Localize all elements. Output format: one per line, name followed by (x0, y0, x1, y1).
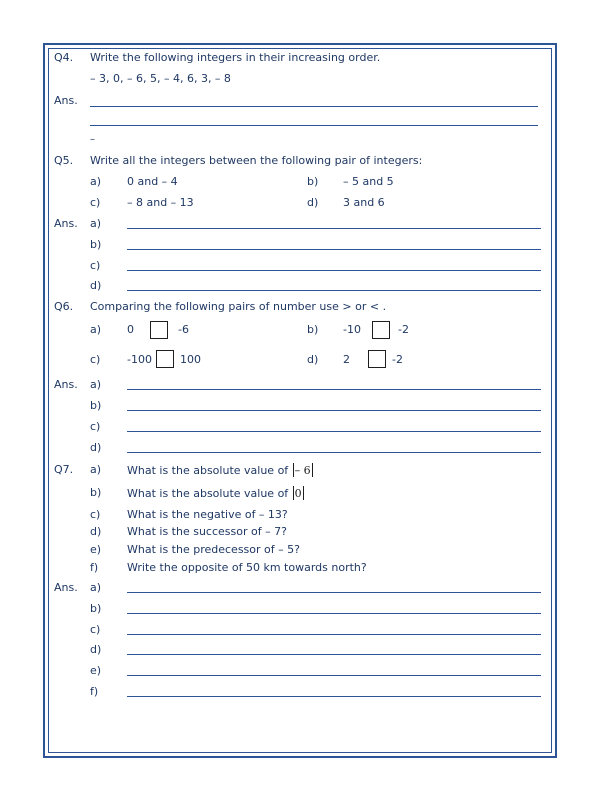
q5-part-c-text: – 8 and – 13 (127, 196, 194, 209)
q5-question: Write all the integers between the following pair of integers: (90, 154, 423, 167)
q7-answer-line-b[interactable] (127, 613, 541, 614)
q5-part-d-text: 3 and 6 (343, 196, 385, 209)
q5-part-d-label: d) (307, 196, 319, 209)
q5-ans-label: Ans. (54, 217, 78, 230)
q6-answer-line-b[interactable] (127, 410, 541, 411)
q7-answer-line-f[interactable] (127, 696, 541, 697)
q5-number: Q5. (54, 154, 74, 167)
q6-ans-label: Ans. (54, 378, 78, 391)
q7-answer-label-c: c) (90, 623, 101, 636)
q6-part-a-right: -6 (178, 323, 189, 336)
q5-answer-label-b: b) (90, 238, 102, 251)
q6-question: Comparing the following pairs of number use > or < . (90, 300, 387, 313)
q6-part-b-left: -10 (343, 323, 361, 336)
q6-part-d-left: 2 (343, 353, 350, 366)
q6-part-d-label: d) (307, 353, 319, 366)
q7-answer-label-d: d) (90, 643, 102, 656)
q7-part-a-text: What is the absolute value of (127, 464, 289, 477)
q7-part-c-text: What is the negative of – 13? (127, 508, 288, 521)
q5-answer-label-d: d) (90, 279, 102, 292)
q6-part-d-right: -2 (392, 353, 403, 366)
q5-answer-label-a: a) (90, 217, 102, 230)
q6-part-b-right: -2 (398, 323, 409, 336)
q5-answer-line-b[interactable] (127, 249, 541, 250)
q7-answer-label-f: f) (90, 685, 99, 698)
q7-answer-line-a[interactable] (127, 592, 541, 593)
q7-part-a-abs-value: – 6 (294, 464, 311, 477)
q7-part-b-text: What is the absolute value of (127, 487, 289, 500)
q6-part-b-box[interactable] (372, 321, 390, 339)
q7-answer-line-e[interactable] (127, 675, 541, 676)
q7-part-b-label: b) (90, 486, 102, 499)
q5-part-c-label: c) (90, 196, 101, 209)
q7-part-a-label: a) (90, 463, 102, 476)
q6-answer-line-c[interactable] (127, 431, 541, 432)
q7-part-a-question (127, 463, 314, 478)
abs-bar-left (293, 463, 294, 477)
q7-part-c-label: c) (90, 508, 101, 521)
q6-answer-line-a[interactable] (127, 389, 541, 390)
q5-answer-label-c: c) (90, 259, 101, 272)
q7-part-f-label: f) (90, 561, 99, 574)
q6-part-a-box[interactable] (150, 321, 168, 339)
q4-answer-line-2[interactable] (90, 125, 538, 126)
q5-part-a-label: a) (90, 175, 102, 188)
q6-part-a-label: a) (90, 323, 102, 336)
q4-values: – 3, 0, – 6, 5, – 4, 6, 3, – 8 (90, 72, 231, 85)
q7-answer-label-e: e) (90, 664, 102, 677)
q6-part-c-right: 100 (180, 353, 201, 366)
q5-answer-line-d[interactable] (127, 290, 541, 291)
q7-answer-line-d[interactable] (127, 654, 541, 655)
q7-number: Q7. (54, 463, 74, 476)
q7-answer-line-c[interactable] (127, 634, 541, 635)
q7-part-d-label: d) (90, 525, 102, 538)
q5-part-b-label: b) (307, 175, 319, 188)
q6-part-b-label: b) (307, 323, 319, 336)
abs-bar-right (303, 486, 304, 500)
q6-answer-label-a: a) (90, 378, 102, 391)
q4-question: Write the following integers in their increasing order. (90, 51, 381, 64)
q7-part-b-abs-value: 0 (294, 487, 302, 500)
q6-part-c-box[interactable] (156, 350, 174, 368)
q5-answer-line-c[interactable] (127, 270, 541, 271)
q7-answer-label-b: b) (90, 602, 102, 615)
q7-ans-label: Ans. (54, 581, 78, 594)
q6-answer-label-d: d) (90, 441, 102, 454)
q6-part-a-left: 0 (127, 323, 134, 336)
q4-number: Q4. (54, 51, 74, 64)
q5-part-b-text: – 5 and 5 (343, 175, 394, 188)
q6-part-d-box[interactable] (368, 350, 386, 368)
q4-answer-line-1[interactable] (90, 106, 538, 107)
q6-number: Q6. (54, 300, 74, 313)
q7-part-e-text: What is the predecessor of – 5? (127, 543, 300, 556)
q7-part-e-label: e) (90, 543, 102, 556)
q7-part-f-text: Write the opposite of 50 km towards north? (127, 561, 367, 574)
q6-part-c-label: c) (90, 353, 101, 366)
q5-answer-line-a[interactable] (127, 228, 541, 229)
q7-answer-label-a: a) (90, 581, 102, 594)
q7-part-d-text: What is the successor of – 7? (127, 525, 287, 538)
q6-answer-line-d[interactable] (127, 452, 541, 453)
q6-part-c-left: -100 (127, 353, 152, 366)
q6-answer-label-c: c) (90, 420, 101, 433)
abs-bar-right (312, 463, 313, 477)
q4-answer-dash: – (90, 134, 95, 145)
q4-ans-label: Ans. (54, 94, 78, 107)
q5-part-a-text: 0 and – 4 (127, 175, 178, 188)
abs-bar-left (293, 486, 294, 500)
q7-part-b-question (127, 486, 305, 501)
q6-answer-label-b: b) (90, 399, 102, 412)
